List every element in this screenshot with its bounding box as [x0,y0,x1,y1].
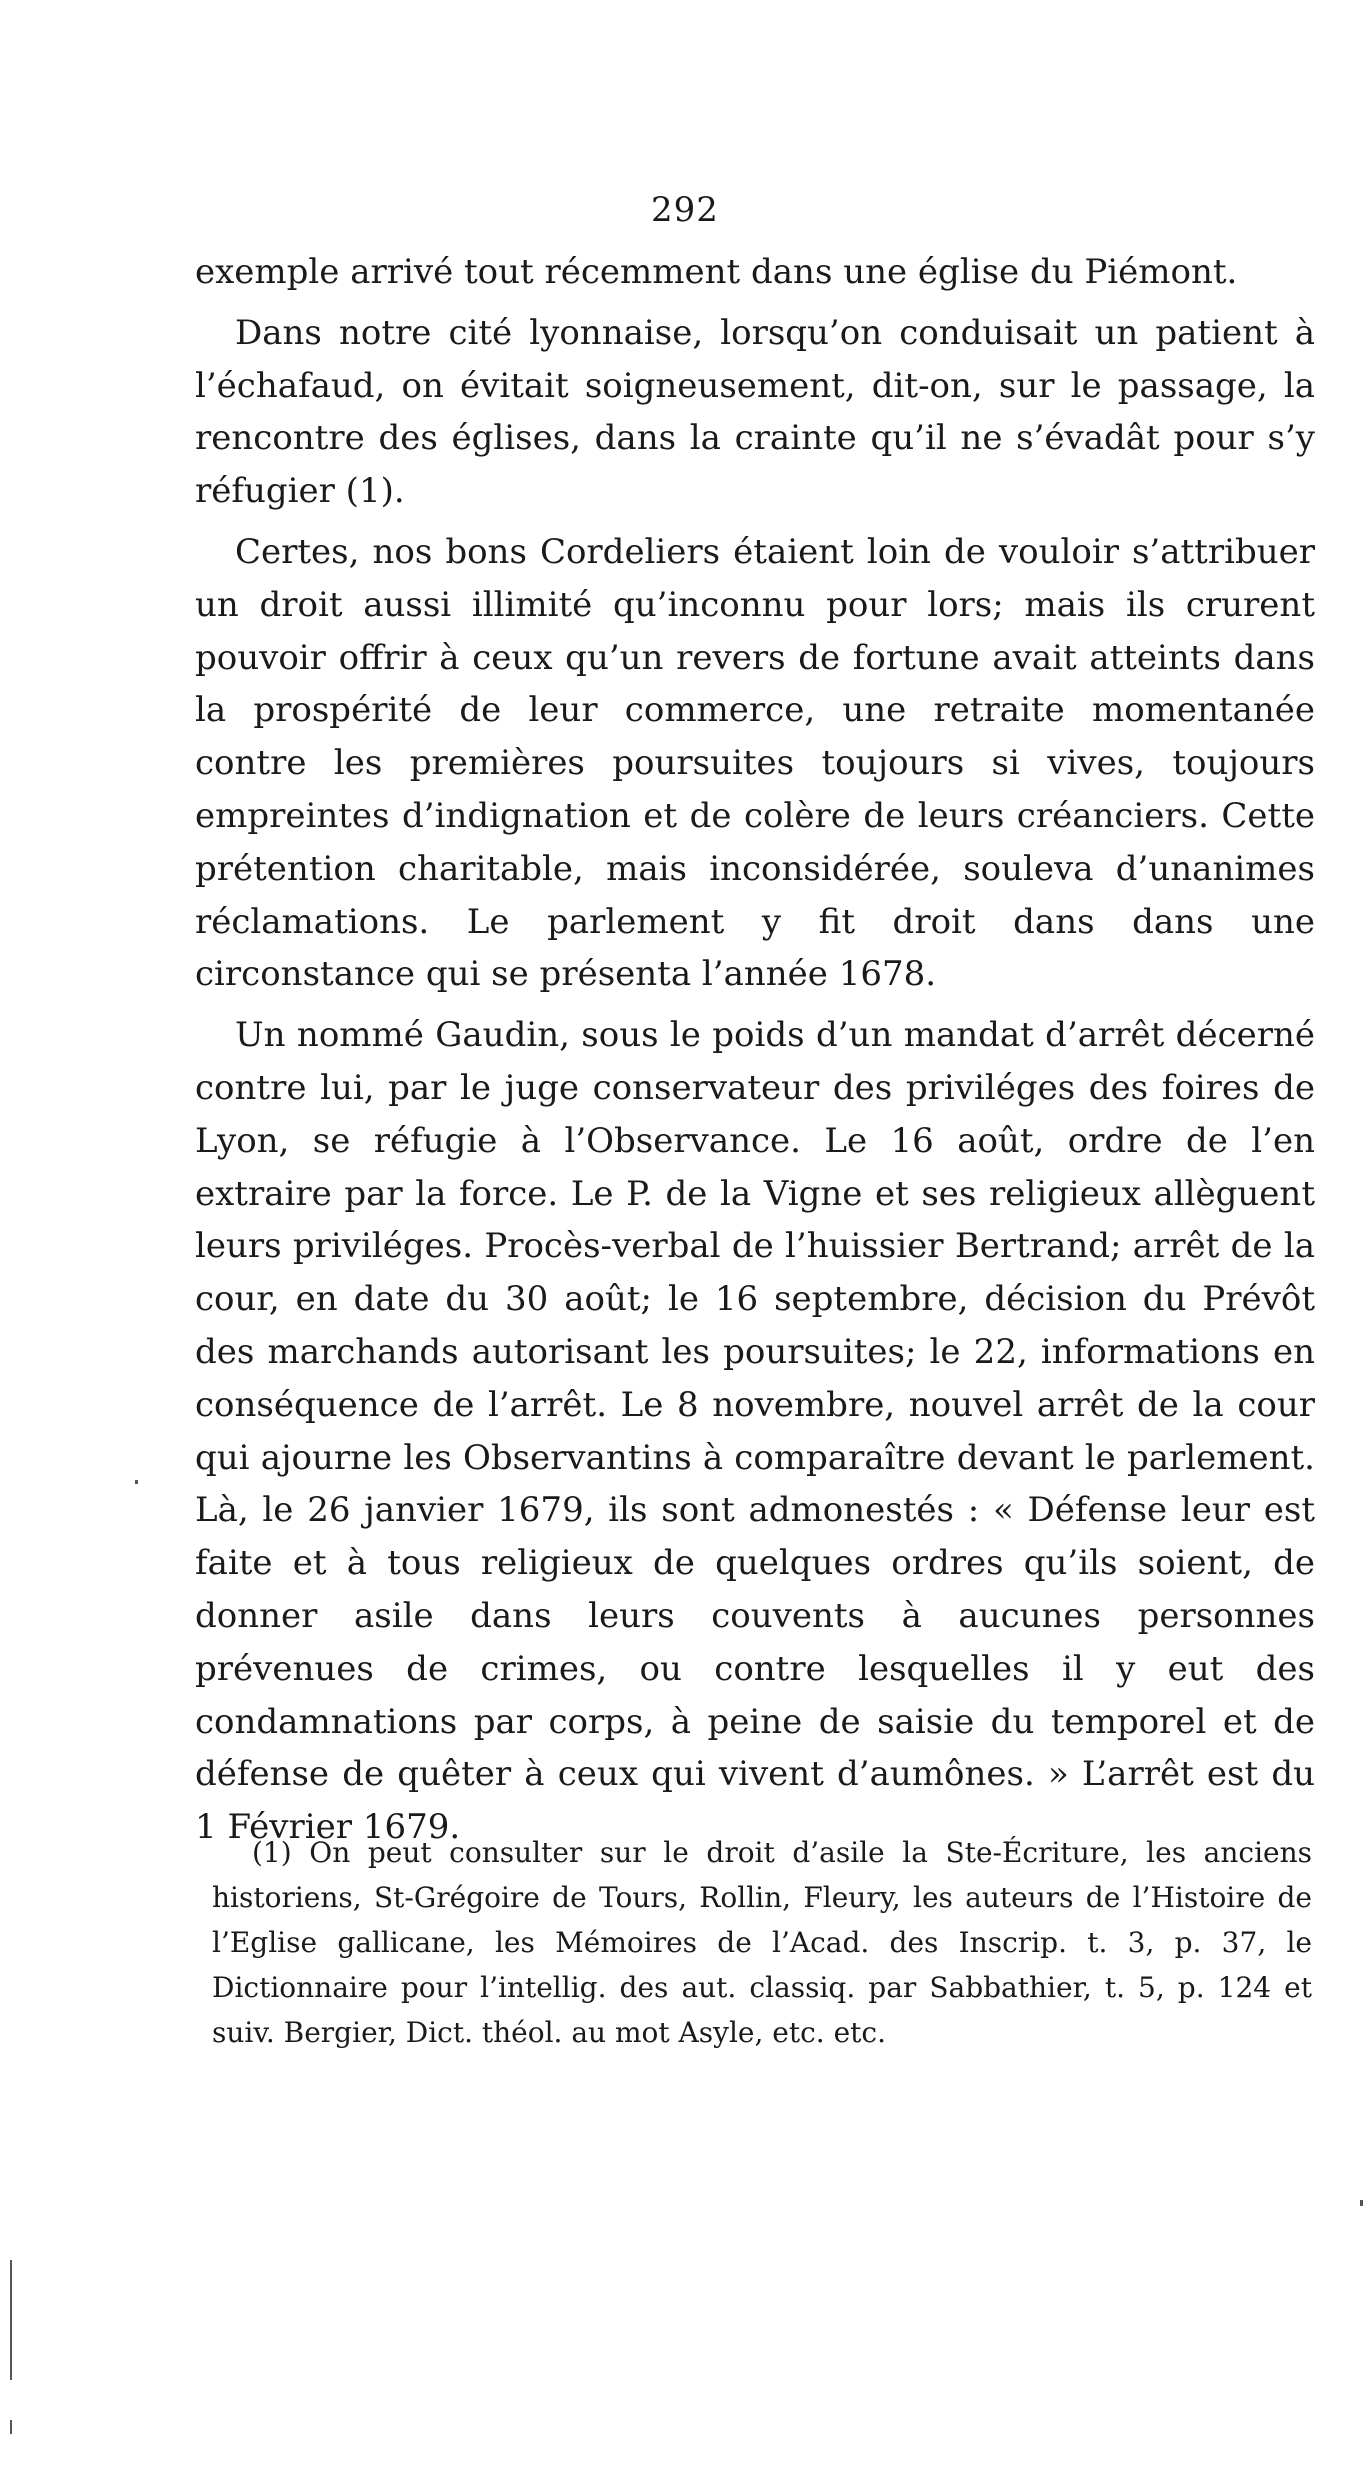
scan-margin-mark [1360,2200,1363,2206]
paragraph-gaudin: Un nommé Gaudin, sous le poids d’un mandat d’arrêt décerné contre lui, par le juge conservateur des priviléges des foires de Lyon, se réfugie à l’Observance. Le 16 août, ordre de l’en extraire par la force. Le P. de la Vigne et ses religieux allèguent leurs priviléges. Procès-verbal de l’huissier Bertrand; arrêt de la cour, en date du 30 août; le 16 septembre, décision du Prévôt des marchands autorisant les poursuites; le 22, informations en conséquence de l’arrêt. Le 8 novembre, nouvel arrêt de la cour qui ajourne les Observantins à comparaître devant le parlement. Là, le 26 janvier 1679, ils sont admonestés : « Défense leur est faite et à tous religieux de quelques ordres qu’ils soient, de donner asile dans leurs couvents à aucunes personnes prévenues de crimes, ou contre lesquelles il y eut des condamnations par corps, à peine de saisie du temporel et de défense de quêter à ceux qui vivent d’aumônes. » L’arrêt est du 1 Février 1679. [195,1015,1315,1848]
page-number: 292 [651,190,719,230]
paragraph-cordeliers: Certes, nos bons Cordeliers étaient loin de vouloir s’attribuer un droit aussi illimité qu’inconnu pour lors; mais ils crurent pouvoir offrir à ceux qu’un revers de fortune avait atteints dans la prospérité de leur commerce, une retraite momentanée contre les premières poursuites toujours si vives, toujours empreintes d’indignation et de colère de leurs créanciers. Cette prétention charitable, mais inconsidérée, souleva d’unanimes réclamations. Le parlement y fit droit dans dans une circonstance qui se présenta l’année 1678. [195,531,1315,995]
paragraph-lyon-scaffold: Dans notre cité lyonnaise, lorsqu’on conduisait un patient à l’échafaud, on évitait soigneusement, dit-on, sur le passage, la rencontre des églises, dans la crainte qu’il ne s’évadât pour s’y réfugier (1). [195,312,1315,512]
body-text [195,246,1315,1854]
scan-margin-mark [135,1480,138,1484]
footnote-1: (1) On peut consulter sur le droit d’asile la Ste-Écriture, les anciens historiens, St-Grégoire de Tours, Rollin, Fleury, les auteurs de l’Histoire de l’Eglise gallicane, les Mémoires de l’Acad. des Inscrip. t. 3, p. 37, le Dictionnaire pour l’intellig. des aut. classiq. par Sabbathier, t. 5, p. 124 et suiv. Bergier, Dict. théol. au mot Asyle, etc. etc. [212,1836,1312,2049]
paragraph-continuation: exemple arrivé tout récemment dans une église du Piémont. [195,252,1238,292]
scan-margin-mark [10,2260,12,2380]
scan-margin-mark [10,2420,12,2434]
footnotes [212,1830,1312,2055]
